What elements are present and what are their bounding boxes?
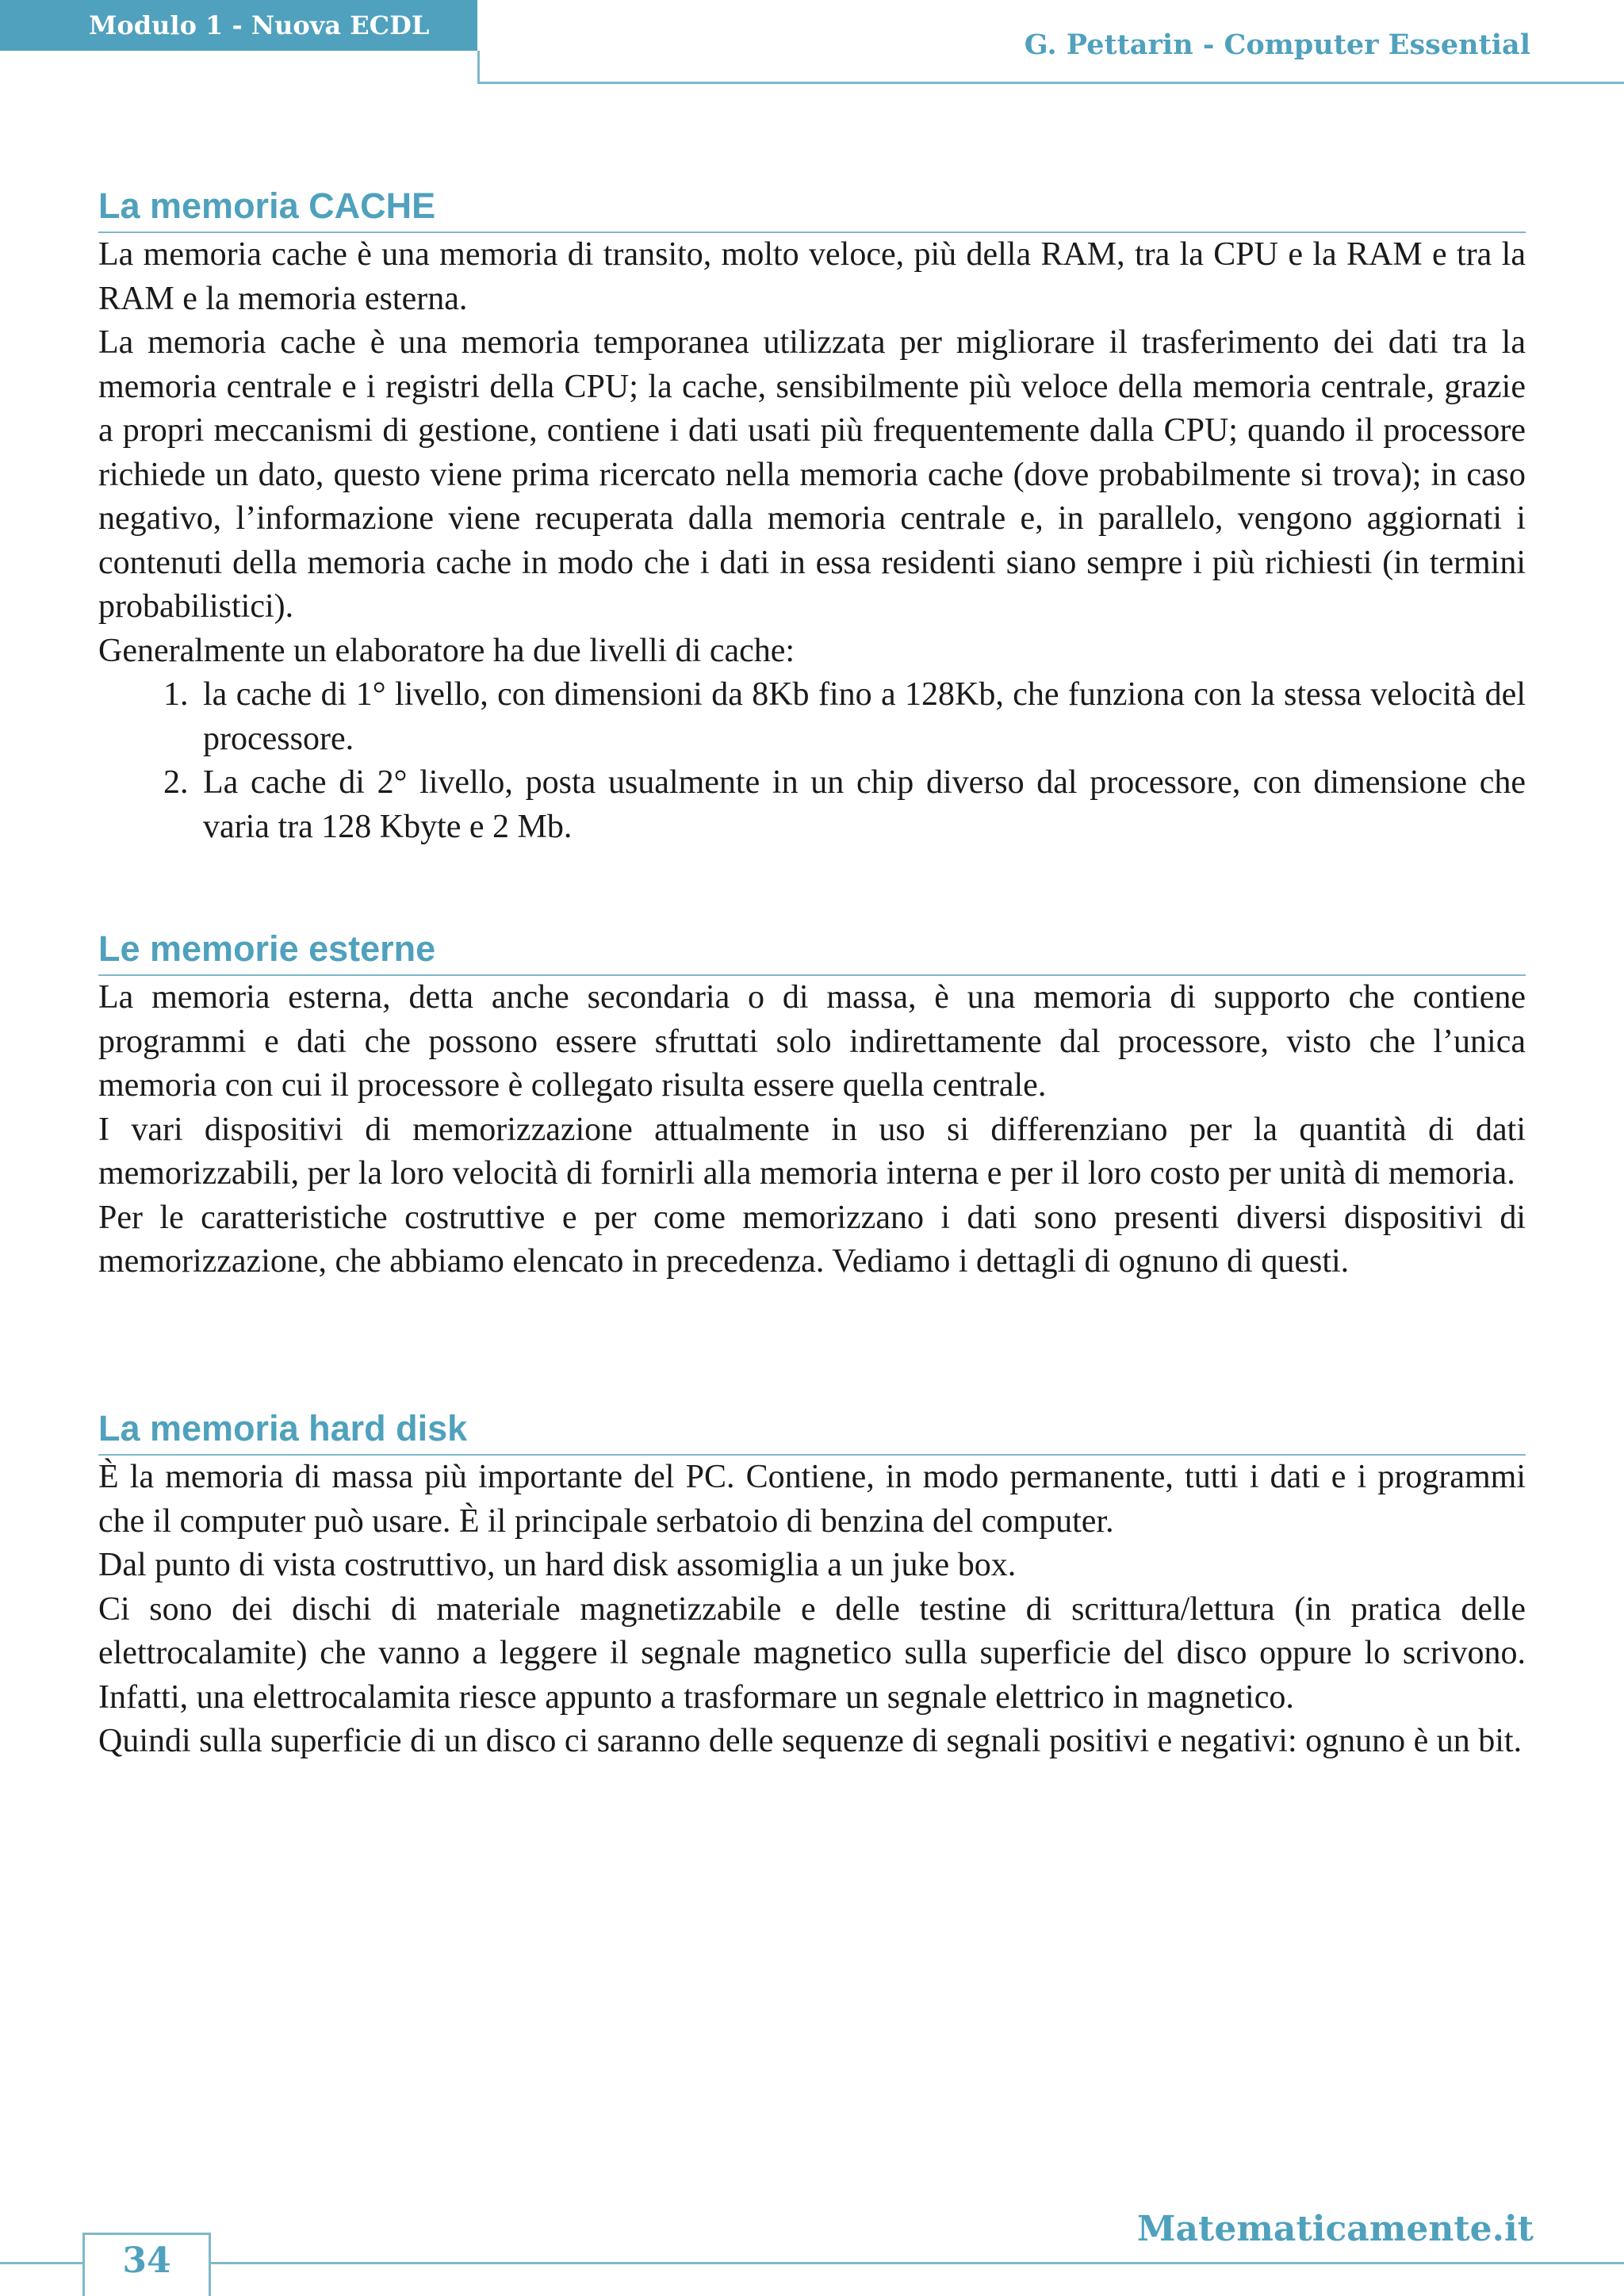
paragraph: Per le caratteristiche costruttive e per come memorizzano i dati sono presenti diversi dispositivi di memorizzazione, che abbiamo elencato in precedenza. Vediamo i dettagli di ognuno di questi. (98, 1199, 1526, 1280)
footer-brand: Matematicamente.it (1136, 2209, 1534, 2249)
list-item: 1. la cache di 1° livello, con dimensioni da 8Kb fino a 128Kb, che funziona con la stessa velocità del processore. (197, 673, 1526, 761)
header-divider-horizontal (477, 82, 1624, 84)
paragraph: La memoria esterna, detta anche secondaria o di massa, è una memoria di supporto che contiene programmi e dati che possono essere sfruttati solo indirettamente dal processore, visto che l’unica memoria con cui il processore è collegato risulta essere quella centrale. (98, 979, 1526, 1104)
list-item: 2. La cache di 2° livello, posta usualmente in un chip diverso dal processore, con dimensione che varia tra 128 Kbyte e 2 Mb. (197, 761, 1526, 849)
module-header-tab (0, 0, 477, 51)
paragraph: I vari dispositivi di memorizzazione attualmente in uso si differenziano per la quantità di dati memorizzabili, per la loro velocità di fornirli alla memoria interna e per il loro costo per unità di memoria. (98, 1111, 1526, 1192)
paragraph: Quindi sulla superficie di un disco ci saranno delle sequenze di segnali positivi e negativi: ognuno è un bit. (98, 1723, 1522, 1759)
cache-levels-list (98, 673, 1526, 849)
paragraph: Ci sono dei dischi di materiale magnetizzabile e delle testine di scrittura/lettura (in pratica delle elettrocalamite) che vanno a leggere il segnale magnetico sulla superficie del disco oppure lo scrivono. Infatti, una elettrocalamita riesce appunto a trasformare un segnale elettrico in magnetico. (98, 1590, 1526, 1716)
section-heading-harddisk: La memoria hard disk (98, 1406, 1526, 1456)
module-label: Modulo 1 - Nuova ECDL (89, 10, 430, 40)
section-external (98, 927, 1526, 1284)
header-divider-vertical (477, 51, 480, 84)
paragraph: La memoria cache è una memoria di transito, molto veloce, più della RAM, tra la CPU e la RAM e tra la RAM e la memoria esterna. (98, 236, 1526, 317)
section-cache (98, 184, 1526, 849)
page-number: 34 (122, 2241, 171, 2281)
paragraph: È la memoria di massa più importante del PC. Contiene, in modo permanente, tutti i dati e i programmi che il computer può usare. È il principale serbatoio di benzina del computer. (98, 1459, 1526, 1540)
section-heading-external: Le memorie esterne (98, 927, 1526, 976)
section-harddisk (98, 1406, 1526, 1764)
paragraph: Generalmente un elaboratore ha due livelli di cache: (98, 632, 795, 669)
section-heading-cache: La memoria CACHE (98, 184, 1526, 233)
book-title: G. Pettarin - Computer Essential (1024, 29, 1530, 61)
paragraph: La memoria cache è una memoria temporanea utilizzata per migliorare il trasferimento dei dati tra la memoria centrale e i registri della CPU; la cache, sensibilmente più veloce della memoria centrale, grazie a propri meccanismi di gestione, contiene i dati usati più frequentemente dalla CPU; quando il processore richiede un dato, questo viene prima ricercato nella memoria cache (dove probabilmente si trova); in caso negativo, l’informazione viene recuperata dalla memoria centrale e, in parallelo, vengono aggiornati i contenuti della memoria cache in modo che i dati in essa residenti siano sempre i più richiesti (in termini probabilistici). (98, 324, 1526, 625)
paragraph: Dal punto di vista costruttivo, un hard disk assomiglia a un juke box. (98, 1547, 1017, 1583)
footer-divider (0, 2262, 1624, 2264)
